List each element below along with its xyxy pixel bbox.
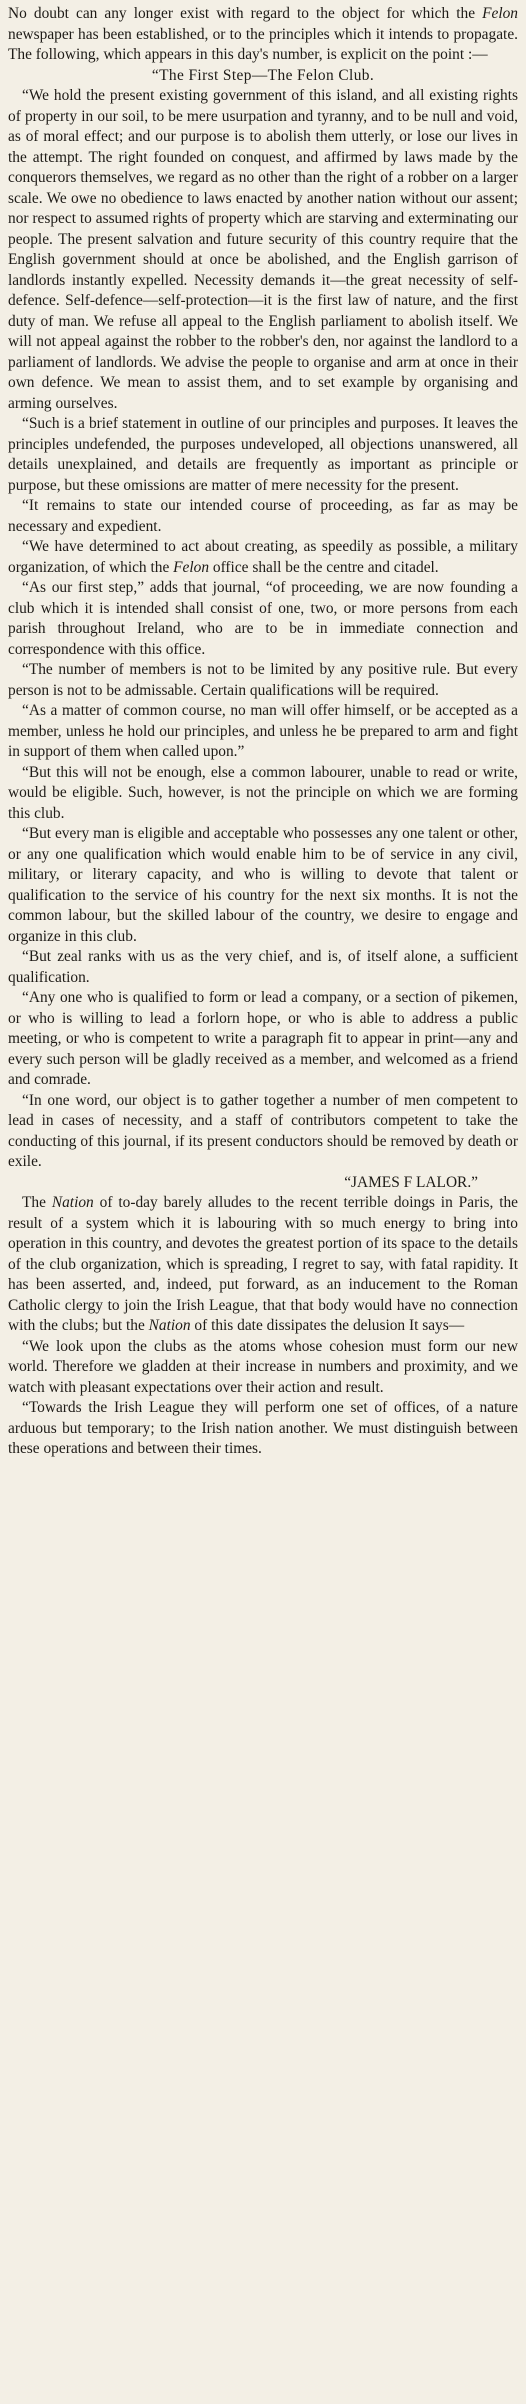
text-run: “We hold the present existing government of this island, and all existing rights of property in our soil, to be mere usurpation and tyranny, and to be null and void, as of moral effect; and our purpose is to abolish them utterly, or lose our lives in the attempt. The right founded on conquest, and affirmed by laws made by the conquerors themselves, we regard as no other than the right of a robber on a larger scale. We owe no obedience to laws enacted by another nation without our assent; nor respect to assumed rights of property which are starving and exterminating our people. The present salvation and future security of this country require that the English government should at once be abolished, and the English garrison of landlords instantly expelled. Necessity demands it—the great necessity of self-defence. Self-defence—self-protection—it is the first law of nature, and the first duty of man. We refuse all appeal to the English parliament to abolish itself. We will not appeal against the robber to the robber's den, nor against the landlord to a parliament of landlords. We advise the people to organise and arm at once in their own defence. We mean to assist them, and to set example by organising and arming ourselves. [8,87,518,412]
article-paragraph [8,537,518,578]
italic-newspaper-title: Nation [148,1317,191,1334]
italic-newspaper-title: Nation [51,1194,94,1211]
text-run: newspaper has been established, or to the principles which it intends to propagate. The following, which appears in this day's number, is explicit on the point :— [8,25,518,63]
text-run: of this date dissipates the delusion It says— [190,1317,465,1334]
text-run: “We have determined to act about creating, as speedily as possible, a military organization, of which the [8,538,518,576]
text-run: “The number of members is not to be limited by any positive rule. But every person is not to be admissable. Certain qualifications will be required. [8,661,518,699]
text-run: The [22,1194,52,1211]
signature-line [8,1173,518,1194]
article-heading [8,66,518,87]
text-run: of to-day barely alludes to the recent terrible doings in Paris, the result of a system which it is labouring with so much energy to bring into operation in this country, and devotes the greatest portion of its space to the details of the club organization, which is spreading, I regret to say, with fatal rapidity. It has been asserted, and, indeed, put forward, as an inducement to the Roman Catholic clergy to join the Irish League, that that body would have no connection with the clubs; but the [8,1194,519,1334]
text-run: “As our first step,” adds that journal, “of proceeding, we are now founding a club which it is intended shall consist of one, two, or more persons from each parish throughout Ireland, who are to be in immediate connection and correspondence with this office. [8,579,518,658]
article-paragraph [8,578,518,660]
text-run: “In one word, our object is to gather together a number of men competent to lead in cases of necessity, and a staff of contributors competent to take the conducting of this journal, if its present conductors should be removed by death or exile. [8,1091,518,1170]
article-paragraph [8,824,518,947]
article-paragraph [8,1337,518,1399]
text-run: “But this will not be enough, else a common labourer, unable to read or write, would be eligible. Such, however, is not the principle on which we are forming this club. [8,763,518,822]
italic-newspaper-title: Felon [173,558,210,576]
text-run: “As a matter of common course, no man will offer himself, or be accepted as a member, unless he hold our principles, and unless he be prepared to arm and fight in support of them when called upon.” [8,702,518,760]
text-run: “Any one who is qualified to form or lead a company, or a section of pikemen, or who is willing to lead a forlorn hope, or who is able to address a public meeting, or who is competent to write a paragraph fit to appear in print—any and every such person will be gladly received as a member, and welcomed as a friend and comrade. [8,989,518,1088]
article-paragraph [8,1091,518,1173]
text-run: office shall be the centre and citadel. [209,558,439,576]
article-paragraph [8,988,518,1091]
text-run: “But every man is eligible and acceptable who possesses any one talent or other, or any one qualification which would enable him to be of service in any civil, military, or literary capacity, and who is willing to devote that talent or qualification to the service of his country for the next six months. It is not the common labour, but the skilled labour of the country, we desire to engage and organize in this club. [8,825,518,945]
article-paragraph [8,763,518,825]
text-run: “We look upon the clubs as the atoms whose cohesion must form our new world. Therefore we gladden at their increase in numbers and proximity, and we watch with pleasant expectations over their action and result. [8,1337,518,1396]
italic-newspaper-title: Felon [482,5,518,22]
text-run: “Such is a brief statement in outline of our principles and purposes. It leaves the principles undefended, the purposes undeveloped, all objections unanswered, all details unexplained, and details are frequently as important as principle or purpose, but these omissions are matter of mere necessity for the present. [8,415,518,494]
text-run: “Towards the Irish League they will perform one set of offices, of a nature arduous but temporary; to the Irish nation another. We must distinguish between these operations and between their times. [8,1399,518,1457]
article-paragraph [8,496,518,537]
article-paragraph [8,701,518,763]
text-run: “But zeal ranks with us as the very chief, and is, of itself alone, a sufficient qualification. [8,948,518,986]
article-paragraph [8,1193,518,1337]
article-paragraph [8,660,518,701]
text-run: “JAMES F LALOR.” [344,1173,478,1191]
text-run: “It remains to state our intended course of proceeding, as far as may be necessary and expedient. [8,497,518,535]
text-run: “The First Step—The Felon Club. [151,66,375,84]
article-paragraph [8,414,518,496]
article-paragraph [8,947,518,988]
article-paragraph [8,1398,518,1460]
text-run: No doubt can any longer exist with regard to the object for which the [8,5,483,22]
article-paragraph [8,4,518,66]
article-paragraph [8,86,518,414]
